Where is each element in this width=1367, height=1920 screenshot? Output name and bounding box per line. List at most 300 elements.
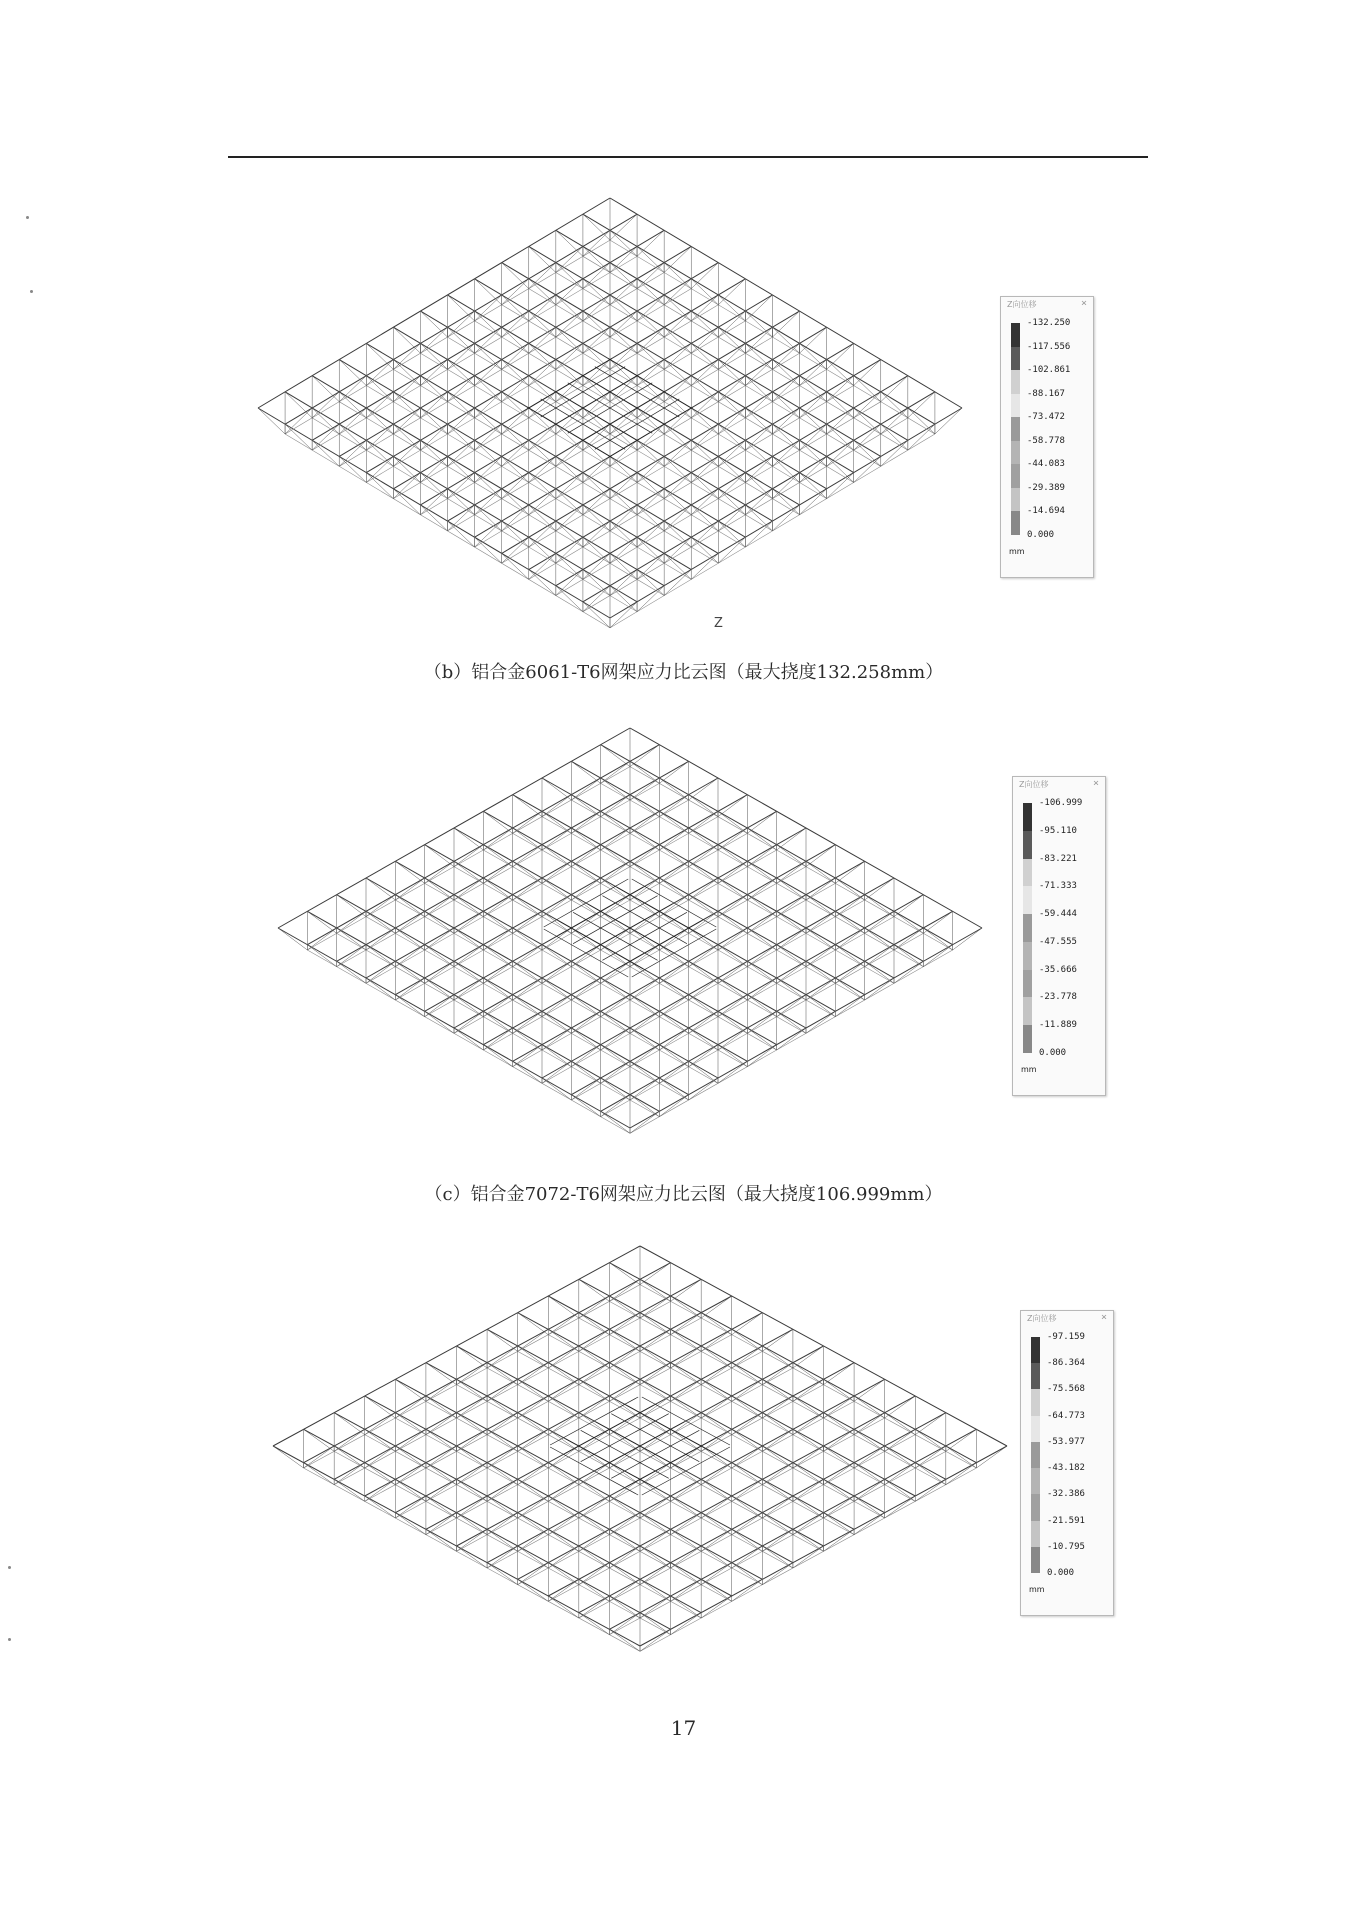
truss-member xyxy=(483,878,512,900)
truss-member xyxy=(425,878,454,900)
truss-member xyxy=(793,1546,824,1568)
truss-member xyxy=(637,246,664,272)
legend-value: -14.694 xyxy=(1027,506,1065,517)
truss-member xyxy=(454,945,483,967)
truss-member xyxy=(772,505,799,531)
truss-member xyxy=(556,311,583,337)
truss-member xyxy=(601,778,630,800)
truss-member xyxy=(609,1379,640,1401)
truss-member xyxy=(420,311,447,337)
truss-member xyxy=(732,1396,763,1418)
truss-member xyxy=(701,1413,732,1435)
legend-header xyxy=(1001,297,1093,313)
truss-member xyxy=(448,456,475,482)
truss-member xyxy=(609,1479,640,1501)
truss-member xyxy=(772,408,799,434)
truss-member xyxy=(457,1396,488,1418)
truss-member xyxy=(701,1296,732,1318)
truss-member xyxy=(513,811,542,833)
truss-member xyxy=(601,1078,630,1100)
truss-member xyxy=(835,911,864,933)
truss-member xyxy=(777,995,806,1017)
truss-member xyxy=(923,911,952,933)
truss-member xyxy=(457,1529,488,1551)
truss-member xyxy=(426,1363,457,1385)
truss-member xyxy=(953,928,982,950)
truss-member xyxy=(502,343,529,369)
truss-member xyxy=(732,1363,763,1385)
truss-member xyxy=(659,1078,688,1100)
close-icon[interactable]: × xyxy=(1080,298,1087,309)
truss-member xyxy=(865,911,894,933)
truss-member xyxy=(518,1579,549,1601)
truss-member xyxy=(762,1396,793,1418)
truss-member xyxy=(312,376,339,402)
truss-member xyxy=(513,895,542,917)
truss-member xyxy=(583,360,610,386)
truss-member xyxy=(701,1446,732,1468)
truss-member xyxy=(454,845,483,867)
truss-member xyxy=(448,327,475,353)
truss-member xyxy=(556,295,583,321)
truss-member xyxy=(542,1061,571,1083)
truss-member xyxy=(718,845,747,867)
legend-swatch xyxy=(1031,1521,1040,1547)
truss-member xyxy=(793,1463,824,1485)
truss-member xyxy=(475,343,502,369)
displacement-legend-d xyxy=(1020,1310,1114,1616)
truss-member xyxy=(518,1513,549,1535)
truss-member xyxy=(793,1363,824,1385)
truss-member xyxy=(637,473,664,499)
truss-member xyxy=(745,521,772,547)
truss-member xyxy=(609,1629,640,1651)
truss-member xyxy=(448,376,475,402)
truss-member xyxy=(637,505,664,531)
truss-member xyxy=(337,945,366,967)
legend-swatch xyxy=(1011,347,1020,371)
truss-member xyxy=(659,778,688,800)
truss-member xyxy=(718,861,747,883)
truss-member xyxy=(457,1429,488,1451)
legend-value: -43.182 xyxy=(1047,1463,1085,1474)
truss-member xyxy=(583,521,610,547)
truss-member xyxy=(701,1346,732,1368)
truss-member xyxy=(824,1496,855,1518)
truss-member xyxy=(747,911,776,933)
truss-member xyxy=(701,1429,732,1451)
truss-member xyxy=(732,1513,763,1535)
truss-member xyxy=(854,1429,885,1451)
truss-member xyxy=(659,961,688,983)
truss-member xyxy=(671,1563,702,1585)
legend-title: Z向位移 xyxy=(1007,300,1037,309)
truss-member xyxy=(800,408,827,434)
truss-member xyxy=(732,1479,763,1501)
truss-member xyxy=(637,295,664,321)
truss-member xyxy=(366,456,393,482)
space-frame-figure-b xyxy=(250,190,970,650)
truss-member xyxy=(583,230,610,256)
truss-member xyxy=(513,1045,542,1067)
truss-member xyxy=(718,1061,747,1083)
truss-member xyxy=(393,392,420,418)
truss-member xyxy=(339,376,366,402)
truss-member xyxy=(745,376,772,402)
truss-member xyxy=(691,424,718,450)
truss-member xyxy=(772,343,799,369)
truss-member xyxy=(762,1346,793,1368)
truss-member xyxy=(548,1546,579,1568)
truss-member xyxy=(556,343,583,369)
truss-member xyxy=(457,1446,488,1468)
truss-member xyxy=(637,440,664,466)
truss-member xyxy=(487,1463,518,1485)
truss-member xyxy=(894,945,923,967)
truss-member xyxy=(637,311,664,337)
scan-speck xyxy=(8,1566,11,1569)
truss-member xyxy=(772,392,799,418)
legend-swatch xyxy=(1011,370,1020,394)
truss-member xyxy=(529,408,556,434)
truss-member xyxy=(772,489,799,515)
truss-member xyxy=(529,327,556,353)
truss-member xyxy=(630,1061,659,1083)
truss-member xyxy=(518,1529,549,1551)
truss-member xyxy=(718,928,747,950)
truss-member xyxy=(806,995,835,1017)
truss-member xyxy=(513,828,542,850)
truss-member xyxy=(571,761,600,783)
truss-member xyxy=(475,473,502,499)
legend-swatch xyxy=(1031,1337,1040,1363)
truss-member xyxy=(366,961,395,983)
truss-member xyxy=(718,408,745,434)
truss-member xyxy=(454,1028,483,1050)
truss-member xyxy=(483,811,512,833)
truss-member xyxy=(518,1429,549,1451)
space-frame-figure-c xyxy=(270,720,990,1160)
truss-member xyxy=(454,878,483,900)
legend-color-bar xyxy=(1011,323,1020,535)
truss-member xyxy=(475,311,502,337)
truss-member xyxy=(637,424,664,450)
truss-member xyxy=(312,440,339,466)
truss-member xyxy=(885,1496,916,1518)
legend-swatch xyxy=(1031,1442,1040,1468)
truss-member xyxy=(609,1496,640,1518)
truss-member xyxy=(337,895,366,917)
truss-member xyxy=(610,392,637,418)
truss-member xyxy=(671,1379,702,1401)
legend-value: -117.556 xyxy=(1027,341,1071,352)
truss-member xyxy=(718,360,745,386)
truss-member xyxy=(772,440,799,466)
close-icon[interactable]: × xyxy=(1092,778,1099,789)
truss-member xyxy=(835,995,864,1017)
truss-member xyxy=(583,537,610,563)
legend-value: -29.389 xyxy=(1027,482,1065,493)
truss-member xyxy=(395,911,424,933)
truss-member xyxy=(718,424,745,450)
truss-member xyxy=(518,1413,549,1435)
truss-member xyxy=(426,1396,457,1418)
truss-member xyxy=(395,1379,426,1401)
truss-member xyxy=(487,1429,518,1451)
truss-member xyxy=(420,408,447,434)
truss-member xyxy=(609,1263,640,1285)
truss-member xyxy=(556,456,583,482)
truss-member xyxy=(420,489,447,515)
truss-member xyxy=(762,1413,793,1435)
truss-member xyxy=(691,279,718,305)
truss-member xyxy=(393,343,420,369)
truss-member xyxy=(548,1296,579,1318)
truss-member xyxy=(718,878,747,900)
truss-member xyxy=(610,214,637,240)
legend-title: Z向位移 xyxy=(1027,1314,1057,1323)
truss-member xyxy=(610,343,637,369)
truss-member xyxy=(827,360,854,386)
truss-member xyxy=(583,602,610,628)
truss-member xyxy=(835,878,864,900)
truss-member xyxy=(426,1429,457,1451)
truss-member xyxy=(579,1313,610,1335)
truss-member xyxy=(609,1346,640,1368)
truss-member xyxy=(865,945,894,967)
truss-member xyxy=(718,343,745,369)
truss-member xyxy=(659,1028,688,1050)
truss-member xyxy=(426,1496,457,1518)
truss-member xyxy=(609,1513,640,1535)
truss-member xyxy=(307,945,336,967)
truss-member xyxy=(691,295,718,321)
truss-member xyxy=(777,945,806,967)
truss-member xyxy=(854,1396,885,1418)
truss-member xyxy=(366,343,718,553)
truss-member xyxy=(745,473,772,499)
truss-member xyxy=(664,537,691,563)
truss-member xyxy=(800,376,827,402)
truss-member xyxy=(583,392,610,418)
truss-member xyxy=(777,861,806,883)
truss-member xyxy=(529,246,556,272)
truss-member xyxy=(475,408,502,434)
truss-member xyxy=(579,1463,610,1485)
truss-member xyxy=(601,878,630,900)
truss-member xyxy=(630,911,659,933)
truss-member xyxy=(747,895,776,917)
truss-member xyxy=(747,861,776,883)
truss-member xyxy=(793,1529,824,1551)
truss-member xyxy=(762,1379,793,1401)
truss-member xyxy=(637,408,664,434)
legend-swatch xyxy=(1023,942,1032,970)
truss-member xyxy=(601,978,630,1000)
truss-member xyxy=(487,1513,518,1535)
truss-member xyxy=(366,408,393,434)
truss-member xyxy=(747,828,776,850)
truss-member xyxy=(777,961,806,983)
truss-member xyxy=(548,1496,579,1518)
truss-member xyxy=(601,761,630,783)
truss-member xyxy=(448,360,475,386)
truss-member xyxy=(601,795,630,817)
truss-member xyxy=(793,1446,824,1468)
truss-member xyxy=(395,878,424,900)
truss-member xyxy=(448,295,475,321)
truss-member xyxy=(664,295,691,321)
truss-member xyxy=(556,570,583,596)
truss-member xyxy=(630,1045,659,1067)
truss-member xyxy=(448,343,475,369)
truss-member xyxy=(659,845,688,867)
truss-member xyxy=(420,456,447,482)
truss-member xyxy=(475,360,502,386)
truss-member xyxy=(762,1363,793,1385)
truss-member xyxy=(571,911,600,933)
truss-member xyxy=(664,246,691,272)
truss-member xyxy=(806,861,835,883)
truss-member xyxy=(483,828,512,850)
truss-member xyxy=(548,1379,579,1401)
truss-member xyxy=(640,1563,671,1585)
truss-member xyxy=(718,327,745,353)
truss-member xyxy=(691,473,718,499)
truss-member xyxy=(630,950,953,1133)
truss-member xyxy=(701,1363,732,1385)
truss-member xyxy=(579,1513,610,1535)
truss-member xyxy=(610,570,637,596)
truss-member xyxy=(762,1513,793,1535)
truss-member xyxy=(513,1028,542,1050)
truss-member xyxy=(835,961,864,983)
truss-member xyxy=(793,1496,824,1518)
legend-header xyxy=(1013,777,1105,793)
truss-member xyxy=(579,1529,610,1551)
truss-member xyxy=(571,1095,600,1117)
truss-member xyxy=(583,376,610,402)
truss-member xyxy=(865,928,894,950)
truss-member xyxy=(732,1379,763,1401)
truss-member xyxy=(777,878,806,900)
truss-member xyxy=(556,586,583,612)
truss-member xyxy=(609,1413,640,1435)
truss-member xyxy=(365,1413,396,1435)
truss-member xyxy=(583,473,610,499)
truss-member xyxy=(854,1413,885,1435)
truss-member xyxy=(659,1045,688,1067)
truss-member xyxy=(601,995,630,1017)
truss-member xyxy=(583,295,610,321)
truss-member xyxy=(747,1045,776,1067)
truss-member xyxy=(542,961,571,983)
truss-member xyxy=(793,1429,824,1451)
truss-member xyxy=(865,961,894,983)
truss-member xyxy=(793,1479,824,1501)
truss-member xyxy=(777,1028,806,1050)
truss-member xyxy=(601,811,630,833)
truss-member xyxy=(502,343,854,553)
truss-member xyxy=(640,1546,671,1568)
truss-member xyxy=(304,1468,640,1651)
truss-member xyxy=(609,1329,640,1351)
truss-member xyxy=(664,392,691,418)
truss-member xyxy=(483,895,512,917)
truss-member xyxy=(513,861,542,883)
truss-member xyxy=(579,1563,610,1585)
truss-member xyxy=(610,602,637,628)
truss-member xyxy=(483,945,512,967)
truss-member xyxy=(426,1513,457,1535)
truss-member xyxy=(923,945,952,967)
truss-member xyxy=(542,995,571,1017)
truss-member xyxy=(835,895,864,917)
truss-member xyxy=(454,828,483,850)
truss-member xyxy=(701,1379,732,1401)
truss-member xyxy=(583,456,610,482)
truss-member xyxy=(630,778,659,800)
truss-member xyxy=(529,311,556,337)
truss-member xyxy=(691,343,718,369)
truss-member xyxy=(556,553,583,579)
truss-member xyxy=(483,861,512,883)
truss-member xyxy=(800,392,827,418)
truss-member xyxy=(583,263,610,289)
truss-member xyxy=(334,1446,365,1468)
truss-member xyxy=(701,1396,732,1418)
truss-member xyxy=(312,392,339,418)
truss-member xyxy=(609,1363,640,1385)
truss-member xyxy=(571,1011,600,1033)
truss-member xyxy=(339,392,366,418)
truss-member xyxy=(732,1496,763,1518)
truss-member xyxy=(513,1061,542,1083)
truss-member xyxy=(701,1513,732,1535)
truss-member xyxy=(548,1579,579,1601)
truss-member xyxy=(691,537,718,563)
legend-value: -97.159 xyxy=(1047,1332,1085,1342)
truss-member xyxy=(609,1396,640,1418)
truss-member xyxy=(745,392,772,418)
truss-member xyxy=(571,928,600,950)
truss-member xyxy=(689,978,718,1000)
truss-member xyxy=(548,1529,579,1551)
truss-member xyxy=(513,978,542,1000)
truss-member xyxy=(664,360,691,386)
truss-member xyxy=(915,1413,946,1435)
displacement-legend-c xyxy=(1012,776,1106,1096)
truss-member xyxy=(529,489,556,515)
truss-member xyxy=(824,1479,855,1501)
truss-member xyxy=(542,928,571,950)
truss-member xyxy=(718,279,745,305)
truss-member xyxy=(640,1313,671,1335)
truss-member xyxy=(691,521,718,547)
truss-member xyxy=(518,1546,549,1568)
truss-member xyxy=(691,408,718,434)
truss-member xyxy=(885,1429,916,1451)
truss-member xyxy=(671,1313,702,1335)
truss-member xyxy=(640,1446,671,1468)
truss-member xyxy=(793,1396,824,1418)
truss-member xyxy=(395,995,424,1017)
truss-member xyxy=(640,1468,976,1651)
close-icon[interactable]: × xyxy=(1100,1312,1107,1323)
truss-member xyxy=(745,456,772,482)
truss-member xyxy=(518,1379,549,1401)
truss-member xyxy=(701,1579,732,1601)
